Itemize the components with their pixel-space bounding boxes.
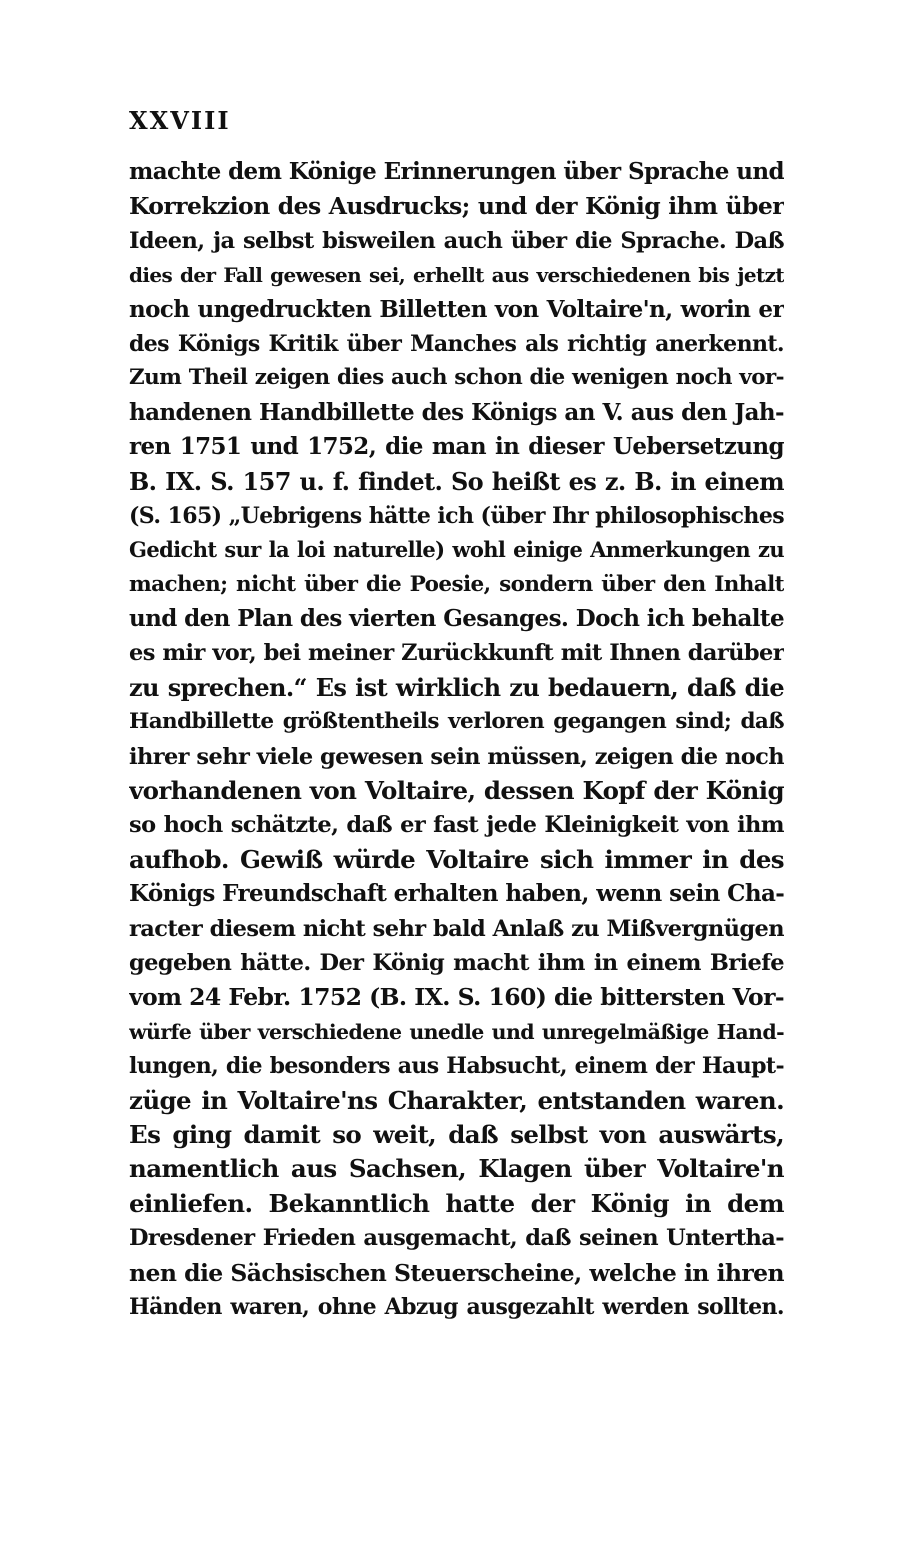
- text-line: und den Plan des vierten Gesanges. Doch ich behalte: [129, 605, 784, 633]
- text-line: machte dem Könige Erinnerungen über Sprache und: [129, 158, 784, 185]
- text-line: ren 1751 und 1752, die man in dieser Uebersetzung: [129, 433, 784, 461]
- text-line: ihrer sehr viele gewesen sein müssen, zeigen die noch: [129, 743, 784, 770]
- text-line: es mir vor, bei meiner Zurückkunft mit Ihnen darüber: [129, 640, 784, 667]
- text-line: vorhandenen von Voltaire, dessen Kopf der König: [129, 776, 784, 806]
- text-line: B. IX. S. 157 u. f. findet. So heißt es z. B. in einem: [129, 466, 784, 496]
- text-line: (S. 165) „Uebrigens hätte ich (über Ihr philosophisches: [129, 502, 784, 529]
- text-line: gegeben hätte. Der König macht ihm in einem Briefe: [129, 949, 784, 976]
- text-line: Händen waren, ohne Abzug ausgezahlt werden sollten.: [129, 1293, 784, 1320]
- text-line: dies der Fall gewesen sei, erhellt aus verschiedenen bis jetzt: [129, 263, 784, 288]
- text-line: zu sprechen.“ Es ist wirklich zu bedauern, daß die: [129, 672, 784, 702]
- text-line: Es ging damit so weit, daß selbst von auswärts,: [129, 1119, 784, 1149]
- text-line: Dresdener Frieden ausgemacht, daß seinen Untertha-: [129, 1225, 784, 1252]
- text-line: so hoch schätzte, daß er fast jede Kleinigkeit von ihm: [129, 812, 784, 839]
- text-line: züge in Voltaire'ns Charakter, entstanden waren.: [129, 1085, 784, 1115]
- text-line: einliefen. Bekanntlich hatte der König in dem: [129, 1188, 784, 1218]
- text-line: würfe über verschiedene unedle und unregelmäßige Hand-: [129, 1019, 784, 1044]
- text-line: Handbillette größtentheils verloren gegangen sind; daß: [129, 709, 784, 735]
- text-line: Königs Freundschaft erhalten haben, wenn sein Cha-: [129, 880, 784, 908]
- text-line: Ideen, ja selbst bisweilen auch über die Sprache. Daß: [129, 227, 784, 254]
- body-text: [129, 155, 784, 1324]
- text-line: machen; nicht über die Poesie, sondern über den Inhalt: [129, 571, 784, 597]
- text-line: vom 24 Febr. 1752 (B. IX. S. 160) die bittersten Vor-: [129, 983, 784, 1012]
- page-number: XXVIII: [129, 106, 231, 135]
- text-line: nen die Sächsischen Steuerscheine, welche in ihren: [129, 1258, 784, 1287]
- text-line: handenen Handbillette des Königs an V. aus den Jah-: [129, 398, 784, 426]
- text-line: namentlich aus Sachsen, Klagen über Voltaire'n: [129, 1154, 784, 1184]
- text-line: racter diesem nicht sehr bald Anlaß zu Mißvergnügen: [129, 915, 784, 942]
- text-line: noch ungedruckten Billetten von Voltaire'n, worin er: [129, 295, 784, 323]
- text-line: Zum Theil zeigen dies auch schon die wenigen noch vor-: [129, 365, 784, 391]
- text-line: lungen, die besonders aus Habsucht, einem der Haupt-: [129, 1053, 784, 1080]
- text-line: des Königs Kritik über Manches als richtig anerkennt.: [129, 330, 784, 357]
- text-line: aufhob. Gewiß würde Voltaire sich immer in des: [129, 844, 784, 874]
- text-line: Korrekzion des Ausdrucks; und der König ihm über: [129, 192, 784, 221]
- text-line: Gedicht sur la loi naturelle) wohl einige Anmerkungen zu: [129, 537, 784, 563]
